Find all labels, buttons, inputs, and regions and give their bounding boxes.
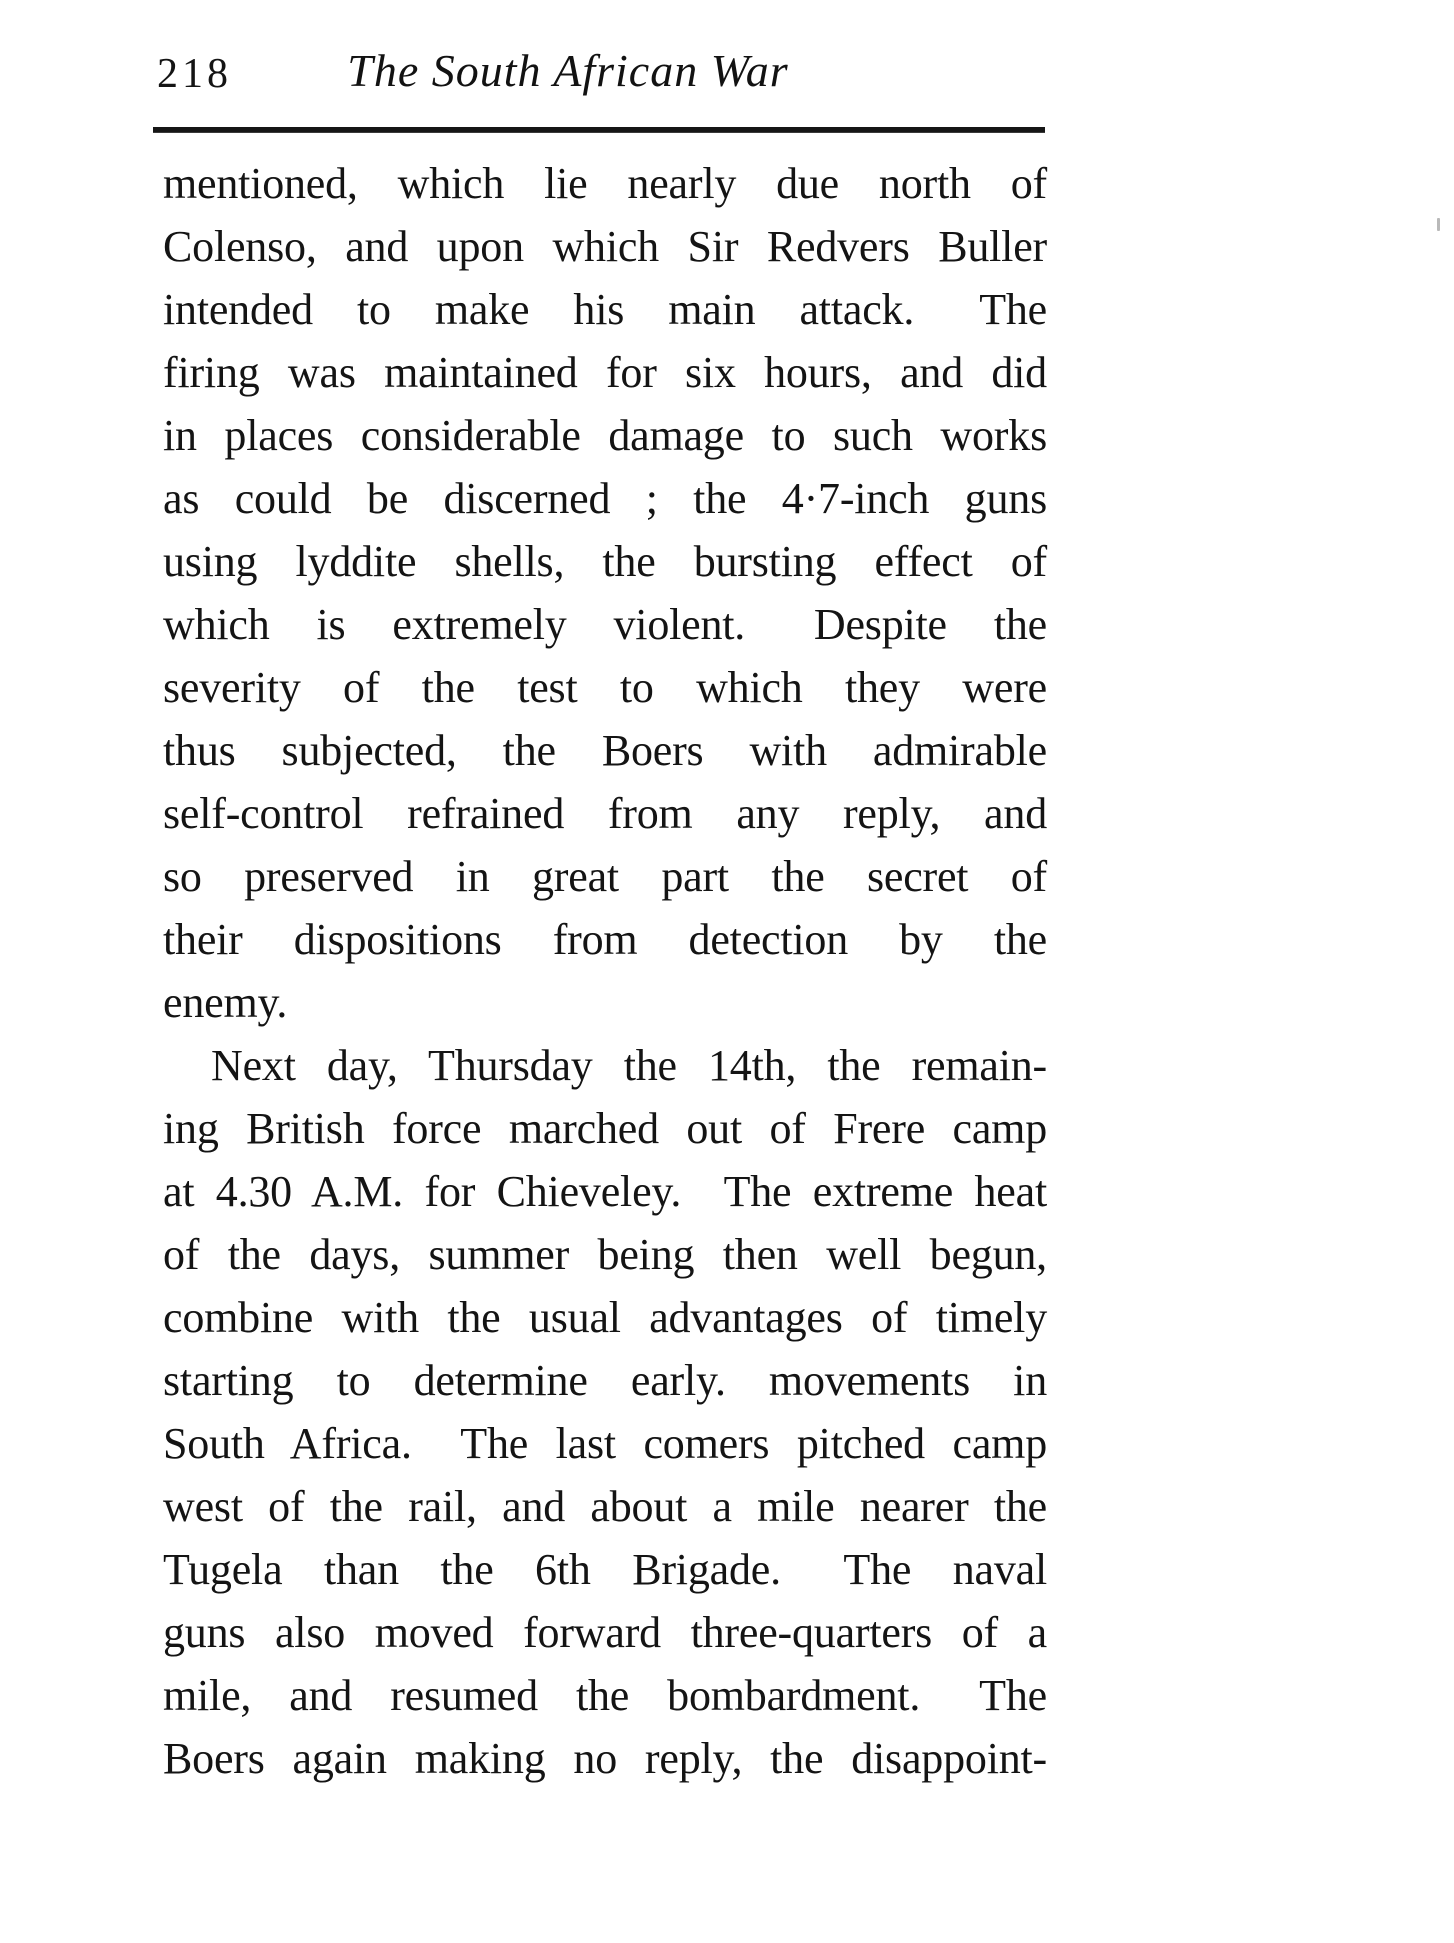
text-line: severity of the test to which they were <box>163 663 1047 712</box>
text-line: starting to determine early. movements in <box>163 1356 1047 1405</box>
page-text <box>163 152 1047 1790</box>
text-line: so preserved in great part the secret of <box>163 852 1047 901</box>
text-line: South Africa. The last comers pitched camp <box>163 1419 1047 1468</box>
text-line: self-control refrained from any reply, and <box>163 789 1047 838</box>
text-line: thus subjected, the Boers with admirable <box>163 726 1047 775</box>
text-line: Colenso, and upon which Sir Redvers Buller <box>163 222 1047 271</box>
scan-artifact <box>1437 218 1440 231</box>
text-line: guns also moved forward three-quarters of a <box>163 1608 1047 1657</box>
text-line: as could be discerned ; the 4·7-inch guns <box>163 474 1047 523</box>
text-line: at 4.30 A.M. for Chieveley. The extreme heat <box>163 1167 1047 1216</box>
text-line: their dispositions from detection by the <box>163 915 1047 964</box>
page-number: 218 <box>157 51 232 97</box>
header-rule <box>153 127 1045 133</box>
text-line: mentioned, which lie nearly due north of <box>163 159 1047 208</box>
text-line: which is extremely violent. Despite the <box>163 600 1047 649</box>
text-line: intended to make his main attack. The <box>163 285 1047 334</box>
text-line: combine with the usual advantages of timely <box>163 1293 1047 1342</box>
text-line: in places considerable damage to such works <box>163 411 1047 460</box>
text-line: using lyddite shells, the bursting effect of <box>163 537 1047 586</box>
text-line: firing was maintained for six hours, and did <box>163 348 1047 397</box>
text-line: west of the rail, and about a mile nearer the <box>163 1482 1047 1531</box>
text-line: Tugela than the 6th Brigade. The naval <box>163 1545 1047 1594</box>
text-line: Boers again making no reply, the disappoint- <box>163 1734 1047 1783</box>
running-title: The South African War <box>347 45 789 96</box>
text-line: of the days, summer being then well begun, <box>163 1230 1047 1279</box>
running-header <box>157 44 1047 100</box>
text-line: Next day, Thursday the 14th, the remain- <box>211 1041 1047 1090</box>
text-line: ing British force marched out of Frere camp <box>163 1104 1047 1153</box>
text-line: mile, and resumed the bombardment. The <box>163 1671 1047 1720</box>
text-line: enemy. <box>163 978 288 1027</box>
